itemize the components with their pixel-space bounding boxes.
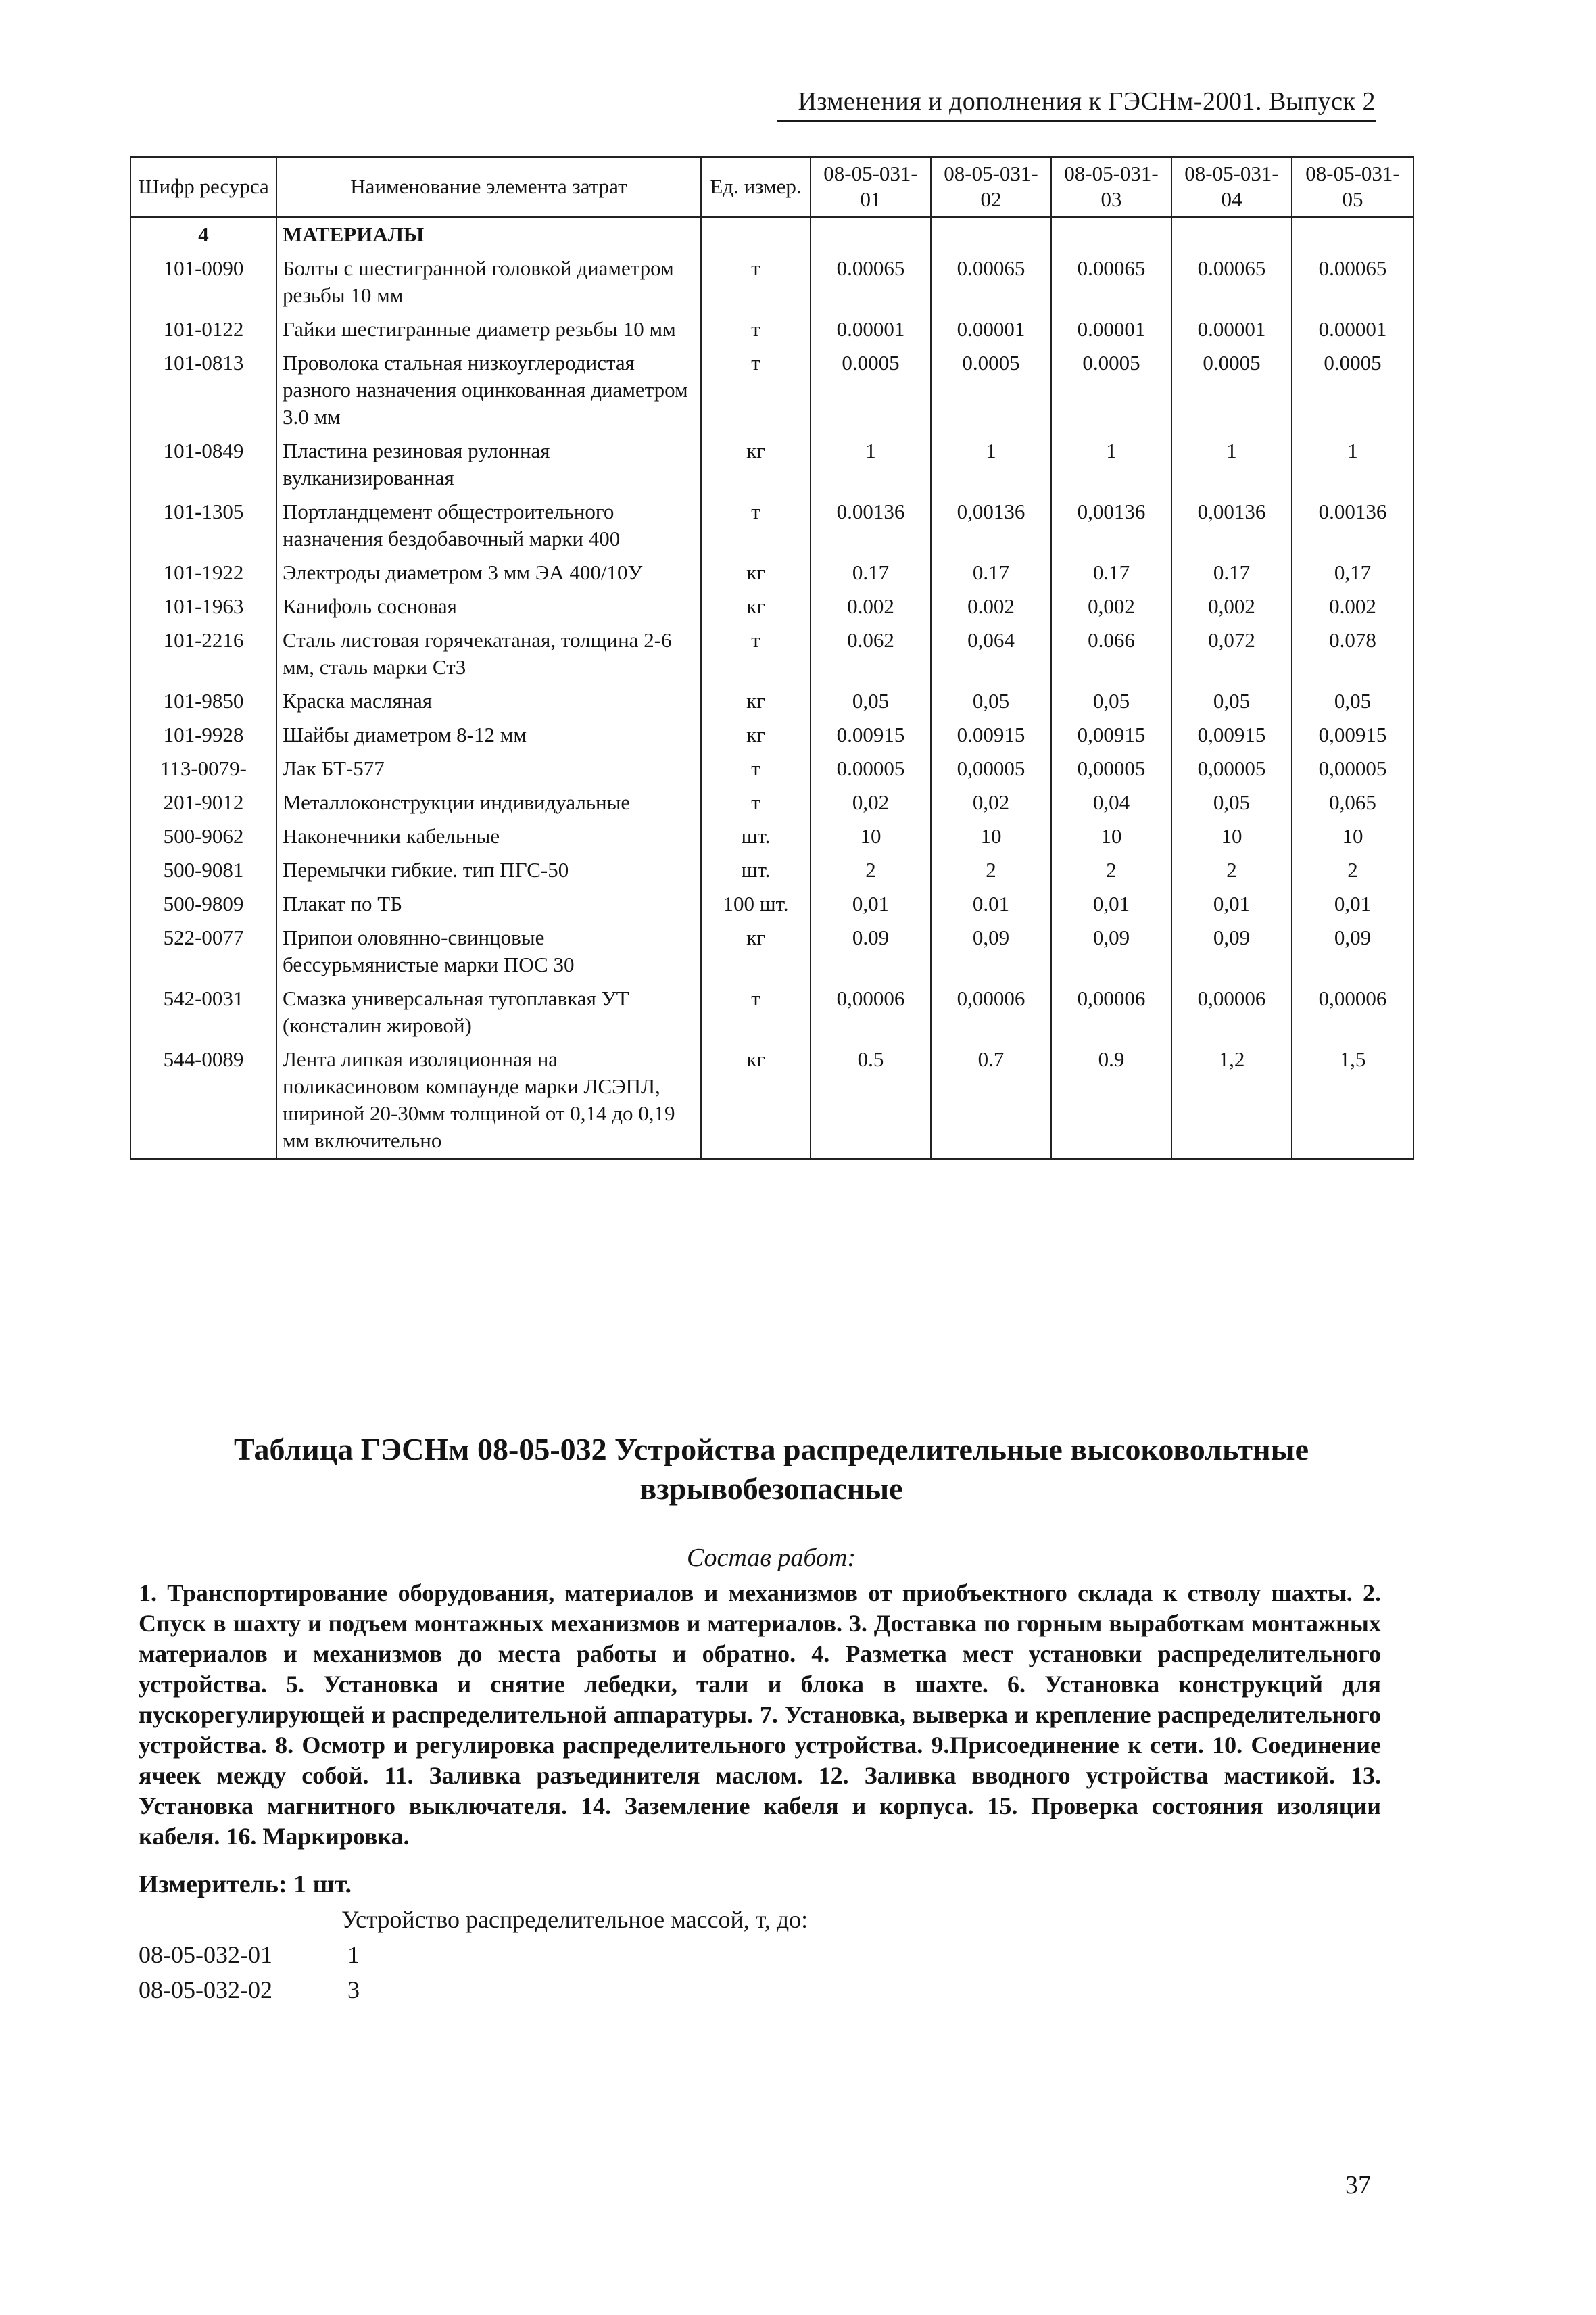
resource-value: 0,00005 (931, 752, 1051, 786)
resource-value: 0,05 (1171, 786, 1292, 819)
resource-value: 0,00136 (1171, 495, 1292, 556)
table-row (130, 312, 1413, 346)
resource-name: Наконечники кабельные (276, 819, 701, 853)
resource-value: 0,02 (811, 786, 931, 819)
resource-value: 0,00915 (1292, 718, 1413, 752)
table-title (130, 1430, 1413, 1508)
resource-name: Болты с шестигранной головкой диаметром резьбы 10 мм (276, 252, 701, 312)
resource-value: 0.00136 (811, 495, 931, 556)
table-row (130, 495, 1413, 556)
resource-unit: кг (701, 921, 811, 982)
resource-unit: т (701, 346, 811, 434)
resource-unit: кг (701, 556, 811, 590)
resource-value: 0.9 (1051, 1043, 1171, 1159)
table-row (130, 346, 1413, 434)
resource-unit: кг (701, 718, 811, 752)
resource-value: 0,00136 (931, 495, 1051, 556)
resource-value: 0.00065 (1171, 252, 1292, 312)
resource-name: Сталь листовая горячекатаная, толщина 2-6 мм, сталь марки Ст3 (276, 623, 701, 684)
resource-code: 101-0849 (130, 434, 276, 495)
resource-value: 0.00001 (931, 312, 1051, 346)
resource-value: 0.00915 (931, 718, 1051, 752)
table-row (130, 590, 1413, 623)
resource-name: Краска масляная (276, 684, 701, 718)
resource-value: 0.7 (931, 1043, 1051, 1159)
resource-value: 0,072 (1171, 623, 1292, 684)
resource-value: 0,01 (1292, 887, 1413, 921)
resource-value: 1 (931, 434, 1051, 495)
resource-value: 0,09 (1292, 921, 1413, 982)
resource-value: 10 (1051, 819, 1171, 853)
resource-unit: кг (701, 1043, 811, 1159)
table-row (130, 623, 1413, 684)
resource-value: 0.062 (811, 623, 931, 684)
resource-unit: шт. (701, 853, 811, 887)
resource-value: 10 (931, 819, 1051, 853)
resource-value: 0,00005 (1292, 752, 1413, 786)
resource-value: 0,064 (931, 623, 1051, 684)
resource-value: 1 (1171, 434, 1292, 495)
resource-value: 0,01 (1171, 887, 1292, 921)
col-header-name: Наименование элемента затрат (276, 157, 701, 217)
resource-code: 542-0031 (130, 982, 276, 1043)
variant-value: 1 (347, 1941, 360, 1968)
resource-unit: т (701, 752, 811, 786)
resource-value: 0,00005 (1051, 752, 1171, 786)
resource-code: 113-0079- (130, 752, 276, 786)
resource-value: 0,00006 (811, 982, 931, 1043)
resource-unit: т (701, 786, 811, 819)
resource-name: Припои оловянно-свинцовые бессурьмянистые марки ПОС 30 (276, 921, 701, 982)
section-name: МАТЕРИАЛЫ (276, 217, 701, 252)
resource-name: Лента липкая изоляционная на поликасиновом компаунде марки ЛСЭПЛ, шириной 20-30мм толщиной от 0,14 до 0,19 мм включительно (276, 1043, 701, 1159)
measure-description: Устройство распределительное массой, т, до: (341, 1906, 808, 1933)
resource-value: 0.0005 (931, 346, 1051, 434)
resource-value: 0,04 (1051, 786, 1171, 819)
resource-value: 0,00006 (1292, 982, 1413, 1043)
empty-cell (931, 217, 1051, 252)
resource-code: 101-0813 (130, 346, 276, 434)
resource-value: 0.00001 (1292, 312, 1413, 346)
works-heading: Состав работ: (686, 1544, 856, 1572)
resource-code: 101-9928 (130, 718, 276, 752)
col-header-c1: 08-05-031-01 (811, 157, 931, 217)
resource-unit: шт. (701, 819, 811, 853)
resource-unit: кг (701, 590, 811, 623)
resource-code: 522-0077 (130, 921, 276, 982)
resource-value: 0.0005 (811, 346, 931, 434)
table-row (130, 786, 1413, 819)
resource-name: Портландцемент общестроительного назначения бездобавочный марки 400 (276, 495, 701, 556)
table-row (130, 982, 1413, 1043)
resource-unit: кг (701, 684, 811, 718)
empty-cell (811, 217, 931, 252)
resource-value: 1,2 (1171, 1043, 1292, 1159)
table-row (130, 252, 1413, 312)
table-row (130, 1043, 1413, 1159)
variant-code: 08-05-032-01 (139, 1941, 272, 1968)
resource-value: 0,00006 (1051, 982, 1171, 1043)
resource-code: 544-0089 (130, 1043, 276, 1159)
resource-value: 10 (1292, 819, 1413, 853)
resource-value: 0.002 (931, 590, 1051, 623)
resource-code: 101-0090 (130, 252, 276, 312)
resource-value: 0.00001 (1171, 312, 1292, 346)
col-header-code: Шифр ресурса (130, 157, 276, 217)
col-header-c5: 08-05-031-05 (1292, 157, 1413, 217)
table-row (130, 819, 1413, 853)
resource-value: 0.17 (931, 556, 1051, 590)
resource-value: 10 (1171, 819, 1292, 853)
section-code: 4 (130, 217, 276, 252)
works-text: 1. Транспортирование оборудования, материалов и механизмов от приобъектного склада к стволу шахты. 2. Спуск в шахту и подъем монтажных механизмов и материалов. 3. Доставка по горным выработкам монтажных материалов и механизмов до места работы и обратно. 4. Разметка мест установки распределительного устройства. 5. Установка и снятие лебедки, тали и блока в шахте. 6. Установка конструкций для пускорегулирующей и распределительной аппаратуры. 7. Установка, выверка и крепление распределительного устройства. 8. Осмотр и регулировка распределительного устройства. 9.Присоединение к сети. 10. Соединение ячеек между собой. 11. Заливка разъединителя маслом. 12. Заливка вводного устройства мастикой. 13. Установка магнитного выключателя. 14. Заземление кабеля и корпуса. 15. Проверка состояния изоляции кабеля. 16. Маркировка. (139, 1579, 1381, 1850)
measure-label: Измеритель: 1 шт. (139, 1870, 352, 1899)
resource-value: 0.0005 (1051, 346, 1171, 434)
resource-name: Металлоконструкции индивидуальные (276, 786, 701, 819)
resource-value: 0,002 (1171, 590, 1292, 623)
resource-code: 101-9850 (130, 684, 276, 718)
resource-name: Проволока стальная низкоуглеродистая разного назначения оцинкованная диаметром 3.0 мм (276, 346, 701, 434)
resource-value: 2 (1051, 853, 1171, 887)
resource-code: 101-1922 (130, 556, 276, 590)
resource-value: 0,00006 (931, 982, 1051, 1043)
resource-value: 0,05 (1171, 684, 1292, 718)
table-row (130, 684, 1413, 718)
resource-value: 0.00065 (811, 252, 931, 312)
resource-value: 0,09 (931, 921, 1051, 982)
resource-unit: 100 шт. (701, 887, 811, 921)
resource-name: Перемычки гибкие. тип ПГС-50 (276, 853, 701, 887)
col-header-c4: 08-05-031-04 (1171, 157, 1292, 217)
resource-value: 0.5 (811, 1043, 931, 1159)
empty-cell (1292, 217, 1413, 252)
resource-value: 0,05 (811, 684, 931, 718)
resource-value: 0.00136 (1292, 495, 1413, 556)
resource-value: 0,01 (1051, 887, 1171, 921)
empty-cell (701, 217, 811, 252)
resource-unit: т (701, 252, 811, 312)
resource-value: 1 (811, 434, 931, 495)
table-title-line2: взрывобезопасные (639, 1471, 903, 1506)
resource-value: 0.002 (1292, 590, 1413, 623)
resource-value: 0,09 (1051, 921, 1171, 982)
resource-code: 101-1305 (130, 495, 276, 556)
table-row (130, 853, 1413, 887)
resource-value: 0,065 (1292, 786, 1413, 819)
variant-row (139, 1940, 360, 1969)
col-header-unit: Ед. измер. (701, 157, 811, 217)
resource-value: 1 (1292, 434, 1413, 495)
resource-value: 0.00001 (811, 312, 931, 346)
resource-code: 201-9012 (130, 786, 276, 819)
resource-name: Плакат по ТБ (276, 887, 701, 921)
resource-code: 500-9809 (130, 887, 276, 921)
resource-value: 0,05 (1292, 684, 1413, 718)
table-title-line1: Таблица ГЭСНм 08-05-032 Устройства распределительные высоковольтные (234, 1432, 1309, 1466)
resource-value: 0,00915 (1051, 718, 1171, 752)
resource-unit: т (701, 982, 811, 1043)
table-row (130, 887, 1413, 921)
resource-value: 0,05 (1051, 684, 1171, 718)
resource-value: 0.00065 (931, 252, 1051, 312)
resource-unit: т (701, 495, 811, 556)
table-row (130, 434, 1413, 495)
col-header-c2: 08-05-031-02 (931, 157, 1051, 217)
resource-value: 0.17 (811, 556, 931, 590)
resource-value: 0.002 (811, 590, 931, 623)
resource-code: 500-9081 (130, 853, 276, 887)
resource-code: 101-1963 (130, 590, 276, 623)
running-header: Изменения и дополнения к ГЭСНм-2001. Выпуск 2 (777, 87, 1376, 122)
resource-value: 0.078 (1292, 623, 1413, 684)
resource-name: Шайбы диаметром 8-12 мм (276, 718, 701, 752)
resources-table (130, 156, 1414, 1160)
resource-value: 1,5 (1292, 1043, 1413, 1159)
resource-name: Пластина резиновая рулонная вулканизированная (276, 434, 701, 495)
resource-value: 0.09 (811, 921, 931, 982)
resource-value: 0.00065 (1292, 252, 1413, 312)
variant-value: 3 (347, 1976, 360, 2003)
resource-value: 2 (1292, 853, 1413, 887)
resource-unit: кг (701, 434, 811, 495)
resource-value: 1 (1051, 434, 1171, 495)
resource-value: 0.01 (931, 887, 1051, 921)
resource-value: 0,05 (931, 684, 1051, 718)
page-number: 37 (1345, 2171, 1371, 2199)
resource-value: 0,09 (1171, 921, 1292, 982)
resource-value: 0,02 (931, 786, 1051, 819)
resource-value: 2 (931, 853, 1051, 887)
table-row (130, 752, 1413, 786)
resource-name: Лак БТ-577 (276, 752, 701, 786)
resource-name: Гайки шестигранные диаметр резьбы 10 мм (276, 312, 701, 346)
resource-value: 0,00915 (1171, 718, 1292, 752)
table-header-row (130, 157, 1413, 217)
resource-value: 0.00001 (1051, 312, 1171, 346)
variant-row (139, 1976, 360, 2004)
empty-cell (1171, 217, 1292, 252)
col-header-c3: 08-05-031-03 (1051, 157, 1171, 217)
resource-name: Канифоль сосновая (276, 590, 701, 623)
resource-name: Смазка универсальная тугоплавкая УТ (консталин жировой) (276, 982, 701, 1043)
resource-value: 0,17 (1292, 556, 1413, 590)
resource-code: 101-2216 (130, 623, 276, 684)
resource-value: 0.066 (1051, 623, 1171, 684)
resource-value: 0.17 (1051, 556, 1171, 590)
resource-value: 0.00005 (811, 752, 931, 786)
empty-cell (1051, 217, 1171, 252)
section-row (130, 217, 1413, 252)
resource-value: 2 (1171, 853, 1292, 887)
resource-code: 500-9062 (130, 819, 276, 853)
resource-value: 0,00006 (1171, 982, 1292, 1043)
table-row (130, 921, 1413, 982)
table-row (130, 556, 1413, 590)
resource-value: 0.0005 (1292, 346, 1413, 434)
resource-name: Электроды диаметром 3 мм ЭА 400/10У (276, 556, 701, 590)
resource-value: 0,00005 (1171, 752, 1292, 786)
resource-value: 10 (811, 819, 931, 853)
resource-value: 0,01 (811, 887, 931, 921)
resource-value: 0.00065 (1051, 252, 1171, 312)
resource-value: 2 (811, 853, 931, 887)
resource-code: 101-0122 (130, 312, 276, 346)
resource-value: 0,002 (1051, 590, 1171, 623)
resource-value: 0.17 (1171, 556, 1292, 590)
resource-value: 0,00136 (1051, 495, 1171, 556)
table-row (130, 718, 1413, 752)
resource-value: 0.00915 (811, 718, 931, 752)
resource-unit: т (701, 623, 811, 684)
resource-value: 0.0005 (1171, 346, 1292, 434)
variant-code: 08-05-032-02 (139, 1976, 272, 2003)
resource-unit: т (701, 312, 811, 346)
